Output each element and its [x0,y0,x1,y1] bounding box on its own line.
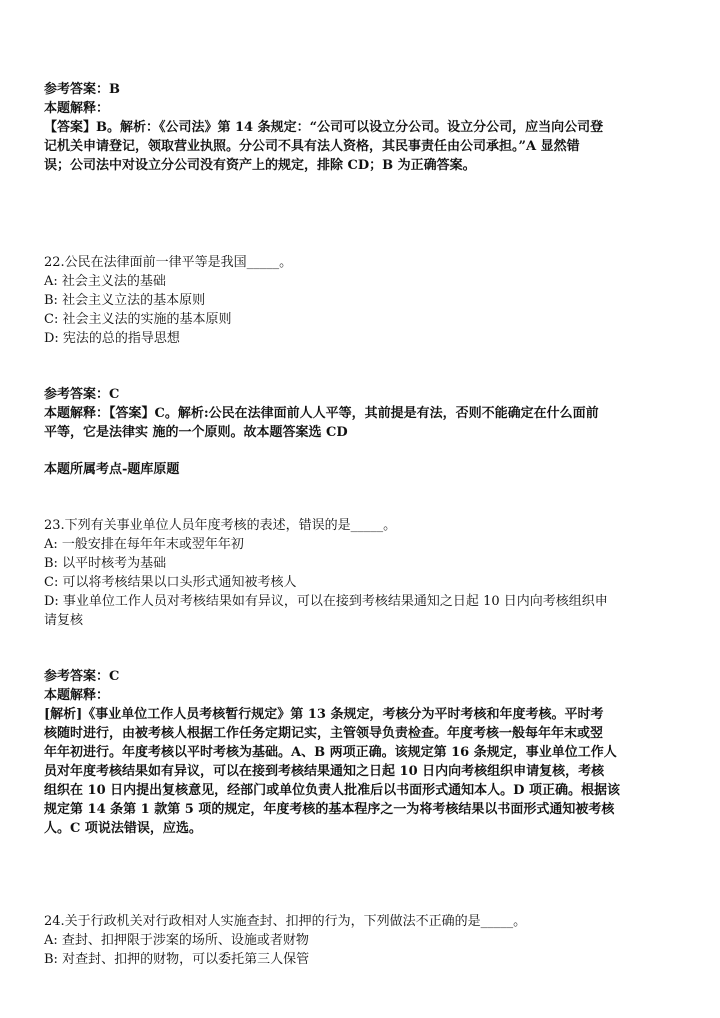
q22-explain-line: 本题解释：【答案】C。解析:公民在法律面前人人平等，其前提是有法，否则不能确定在什么面前 [44,406,599,421]
q21-answer: 参考答案：B [44,82,120,97]
q23-option-d: D: 事业单位工作人员对考核结果如有异议，可以在接到考核结果通知之日起 10 日内向考核组织申 [44,594,608,609]
q23-explain-line: 员对年度考核结果如有异议，可以在接到考核结果通知之日起 10 日内向考核组织申请复核，考核 [44,764,605,779]
q23-explain-line: 组织在 10 日内提出复核意见，经部门或单位负责人批准后以书面形式通知本人。D 项正确。根据该 [44,783,620,798]
q22-option-c: C: 社会主义法的实施的基本原则 [44,312,232,327]
q23-option-c: C: 可以将考核结果以口头形式通知被考核人 [44,575,297,590]
q22-option-b: B: 社会主义立法的基本原则 [44,293,206,308]
q24-option-b: B: 对查封、扣押的财物，可以委托第三人保管 [44,952,310,967]
q23-explain-line: [解析]《事业单位工作人员考核暂行规定》第 13 条规定，考核分为平时考核和年度考核。平时考 [44,707,604,722]
q21-explain-line: 误；公司法中对设立分公司没有资产上的规定，排除 CD；B 为正确答案。 [44,158,476,173]
q21-explain-label: 本题解释： [44,101,110,116]
q23-explain-label: 本题解释： [44,688,110,703]
q22-question: 22.公民在法律面前一律平等是我国_____。 [44,255,293,270]
q21-explain-line: 记机关申请登记，领取营业执照。分公司不具有法人资格，其民事责任由公司承担。”A 显然错 [44,139,580,154]
q23-explain-line: 年年初进行。年度考核以平时考核为基础。A、B 两项正确。该规定第 16 条规定，事业单位工作人 [44,745,617,760]
q23-option-d-cont: 请复核 [44,613,84,628]
q22-option-d: D: 宪法的总的指导思想 [44,331,180,346]
q23-option-a: A: 一般安排在每年年末或翌年年初 [44,537,244,552]
q22-option-a: A: 社会主义法的基础 [44,274,166,289]
q23-explain-line: 核随时进行，由被考核人根据工作任务定期记实，主管领导负责检查。年度考核一般每年年末或翌 [44,726,604,741]
q23-question: 23.下列有关事业单位人员年度考核的表述，错误的是_____。 [44,518,397,533]
q22-source: 本题所属考点-题库原题 [44,462,180,477]
q23-explain-line: 人。C 项说法错误，应选。 [44,821,202,836]
q24-option-a: A: 查封、扣押限于涉案的场所、设施或者财物 [44,933,309,948]
q21-explain-line: 【答案】B。解析：《公司法》第 14 条规定：“公司可以设立分公司。设立分公司，应当向公司登 [44,120,604,135]
q22-answer: 参考答案：C [44,387,120,402]
q23-explain-line: 规定第 14 条第 1 款第 5 项的规定，年度考核的基本程序之一为将考核结果以书面形式通知被考核 [44,802,615,817]
q22-explain-line: 平等，它是法律实 施的一个原则。故本题答案选 CD [44,425,348,440]
q23-answer: 参考答案：C [44,669,120,684]
q24-question: 24.关于行政机关对行政相对人实施查封、扣押的行为，下列做法不正确的是_____。 [44,914,527,929]
q23-option-b: B: 以平时核考为基础 [44,556,167,571]
